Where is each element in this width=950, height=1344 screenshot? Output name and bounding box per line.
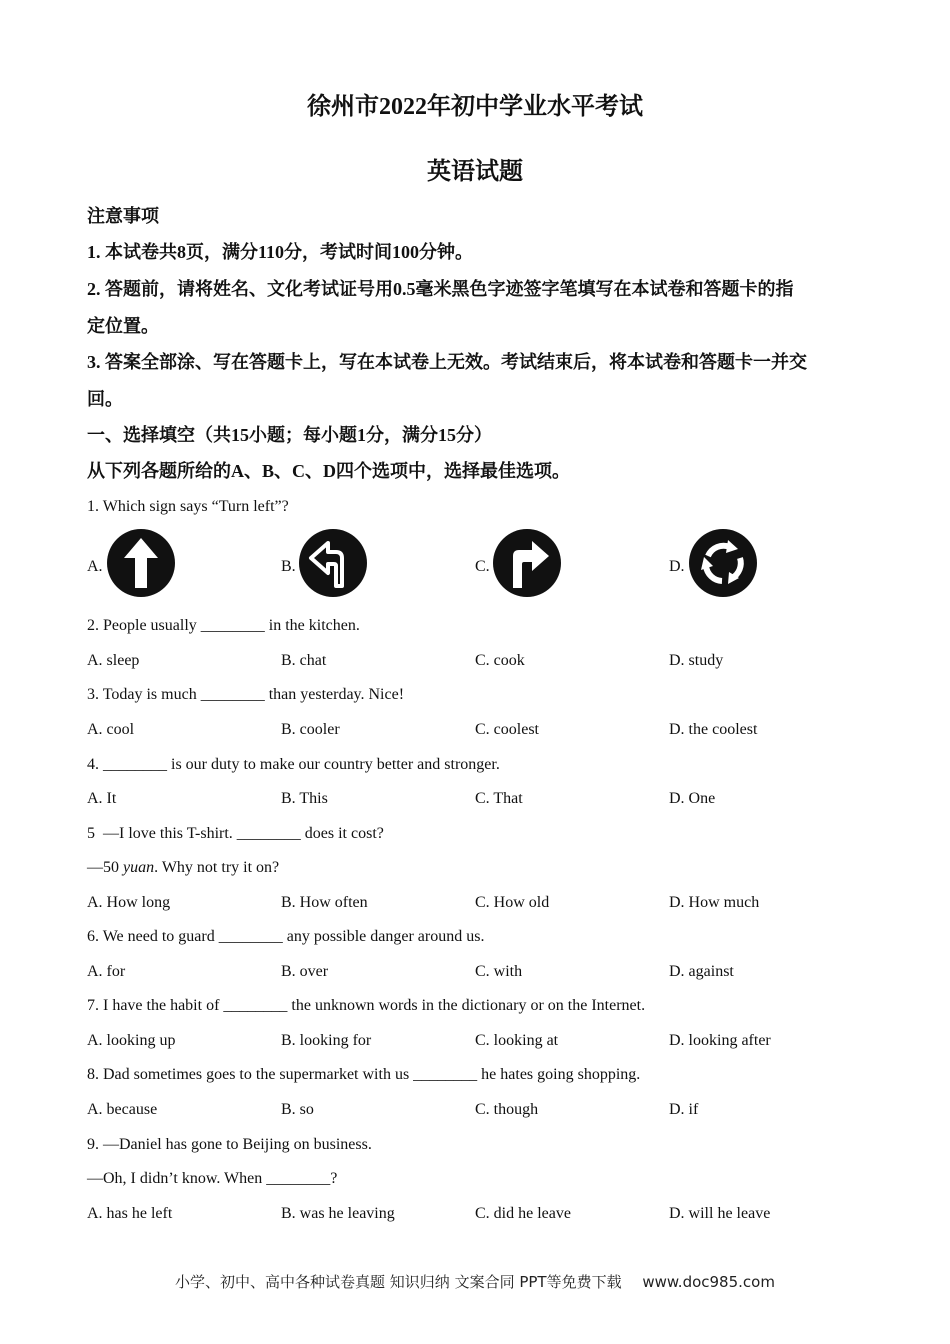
notice-item: 2. 答题前，请将姓名、文化考试证号用0.5毫米黑色字迹签字笔填写在本试卷和答题卡的指 [87,279,794,299]
question-stem: 2. People usually ________ in the kitchen. [87,617,360,634]
option: D. study [669,652,724,669]
section-instruction: 从下列各题所给的A、B、C、D四个选项中，选择最佳选项。 [87,461,571,481]
question-stem: 8. Dad sometimes goes to the supermarket with us ________ he hates going shopping. [87,1066,641,1083]
option-label: C. [475,558,490,575]
notice-item: 定位置。 [87,316,159,336]
option: A. sleep [87,652,140,669]
option: A. It [87,790,117,807]
section-heading: 一、选择填空（共15小题；每小题1分，满分15分） [87,425,492,445]
option: D. will he leave [669,1205,771,1222]
option-label: B. [281,558,296,575]
option-label: A. [87,558,103,575]
option: C. That [475,790,523,807]
option: B. looking for [281,1032,372,1049]
option: C. How old [475,894,550,911]
notice-item: 3. 答案全部涂、写在答题卡上，写在本试卷上无效。考试结束后，将本试卷和答题卡一并交 [87,352,807,372]
notice-heading: 注意事项 [87,206,159,226]
option-label: D. [669,558,685,575]
option: C. coolest [475,721,539,738]
turn-right-icon [492,528,562,598]
question-stem-line2: —Oh, I didn’t know. When ________? [87,1170,338,1187]
turn-left-icon [298,528,368,598]
question-stem: 7. I have the habit of ________ the unknown words in the dictionary or on the Internet. [87,997,646,1014]
question-stem: 5 —I love this T-shirt. ________ does it cost? [87,825,384,842]
question-stem: 3. Today is much ________ than yesterday. Nice! [87,686,405,703]
option: A. has he left [87,1205,173,1222]
option: A. for [87,963,126,980]
option: A. How long [87,894,171,911]
footer-text: 小学、初中、高中各种试卷真题 知识归纳 文案合同 PPT等免费下载 [175,1273,622,1291]
page-footer [0,1271,950,1292]
question-stem: 4. ________ is our duty to make our country better and stronger. [87,756,500,773]
option: D. the coolest [669,721,758,738]
option: D. One [669,790,716,807]
option: C. with [475,963,523,980]
question-stem-line2 [87,859,279,877]
exam-title: 徐州市2022年初中学业水平考试 [307,94,643,120]
exam-subtitle: 英语试题 [427,159,523,185]
option: B. How often [281,894,368,911]
option: B. so [281,1101,314,1118]
option: C. looking at [475,1032,559,1049]
roundabout-icon [688,528,758,598]
option: B. This [281,790,328,807]
option: D. How much [669,894,760,911]
stem-text: . Why not try it on? [154,859,280,876]
stem-italic: yuan [123,859,155,876]
option: B. cooler [281,721,340,738]
option: B. over [281,963,329,980]
option: C. cook [475,652,525,669]
arrow-up-icon [106,528,176,598]
option: A. because [87,1101,158,1118]
option: D. against [669,963,734,980]
option: C. did he leave [475,1205,571,1222]
option: B. chat [281,652,327,669]
question-stem: 9. —Daniel has gone to Beijing on business. [87,1136,372,1153]
option: B. was he leaving [281,1205,395,1222]
option: D. if [669,1101,699,1118]
option: A. looking up [87,1032,176,1049]
notice-item: 1. 本试卷共8页，满分110分，考试时间100分钟。 [87,242,474,262]
notice-item: 回。 [87,389,123,409]
option: A. cool [87,721,135,738]
question-stem: 1. Which sign says “Turn left”? [87,498,289,515]
footer-url: www.doc985.com [642,1273,775,1291]
option: D. looking after [669,1032,771,1049]
option: C. though [475,1101,539,1118]
stem-text: —50 [87,859,123,876]
question-stem: 6. We need to guard ________ any possible danger around us. [87,928,485,945]
